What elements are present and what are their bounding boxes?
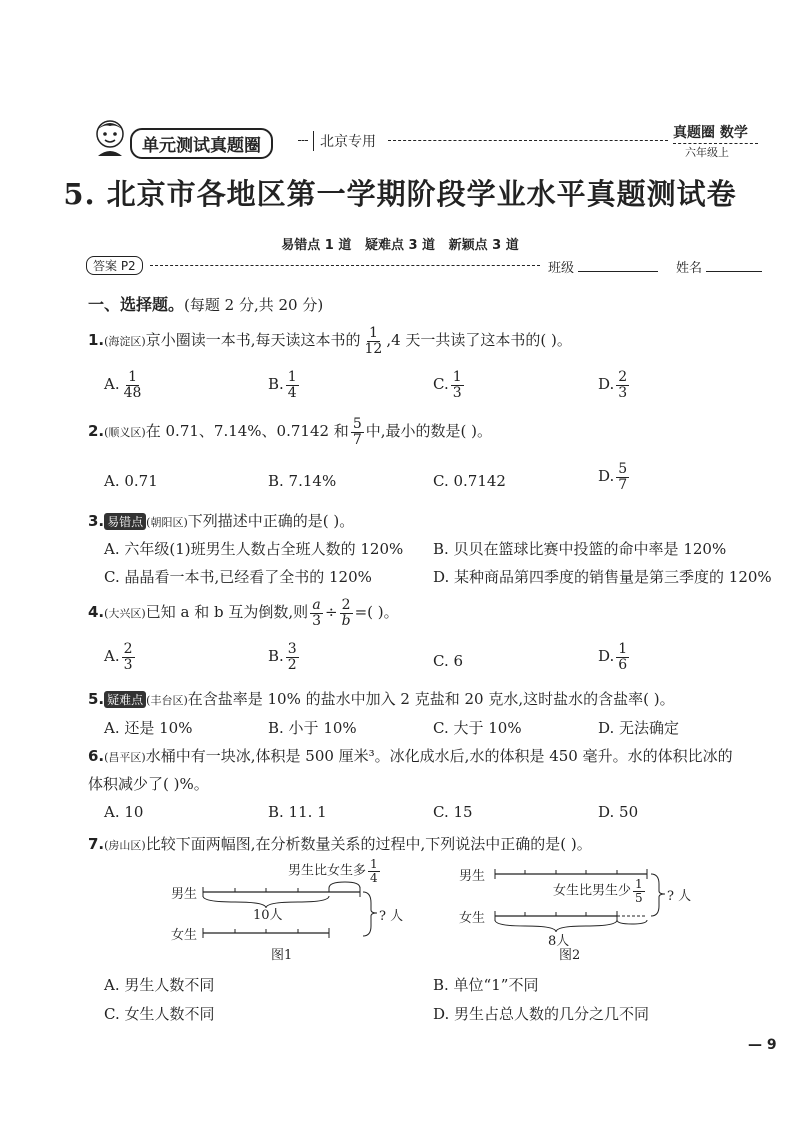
q2-option-b[interactable]: B. 7.14%: [268, 472, 337, 490]
q7-option-a[interactable]: A. 男生人数不同: [104, 976, 215, 994]
q4-option-d[interactable]: D. $\frac{1}{6}$: [598, 641, 628, 673]
question-1: [88, 326, 572, 356]
mascot-icon: [88, 118, 132, 158]
brand-label: 真题圈 数学: [673, 125, 748, 141]
fig2-girl-label: 女生: [459, 911, 486, 926]
fig1-note: 男生比女生多 $\frac{1}{4}$: [288, 857, 378, 885]
q1-district: (海淀区): [104, 335, 146, 349]
fig1-boy-label: 男生: [171, 887, 198, 902]
question-3: 3. 易错点 (朝阳区)下列描述中正确的是( )。: [88, 512, 355, 530]
class-label: 班级: [548, 261, 575, 276]
question-6: 6.(昌平区)水桶中有一块冰,体积是 500 厘米³。冰化成水后,水的体积是 450 毫升。水的体积比冰的: [88, 747, 733, 765]
answer-dash-line: [150, 265, 540, 266]
name-label: 姓名: [676, 261, 703, 276]
fig2-caption: 图2: [559, 948, 581, 963]
fig1-question: ? 人: [379, 909, 404, 924]
q3-option-c[interactable]: C. 晶晶看一本书,已经看了全书的 120%: [104, 568, 372, 586]
fig2-question: ? 人: [667, 889, 692, 904]
question-2: 2.(顺义区)在 0.71、7.14%、0.7142 和 $\frac{5}{7}$ 中,最小的数是( )。: [88, 416, 492, 448]
q3-tag: 易错点: [104, 513, 146, 530]
q4-fraction-a: $\frac{a}{3}$: [312, 597, 322, 629]
fig1-ten-label: 10人: [253, 908, 283, 923]
question-stats: 易错点 1 道 疑难点 3 道 新颖点 3 道: [281, 238, 519, 253]
figure-1: [165, 858, 405, 962]
page-title: 5. 北京市各地区第一学期阶段学业水平真题测试卷: [63, 177, 737, 211]
fig2-note: 女生比男生少 $\frac{1}{5}$: [553, 877, 643, 905]
unit-test-badge: 单元测试真题圈: [130, 128, 273, 159]
q7-option-b[interactable]: B. 单位“1”不同: [433, 976, 539, 994]
fig2-eight-label: 8人: [548, 934, 570, 949]
q4-option-c[interactable]: C. 6: [433, 652, 464, 670]
q5-option-b[interactable]: B. 小于 10%: [268, 719, 357, 737]
q1-option-a[interactable]: A. $\frac{1}{48}$: [104, 369, 142, 401]
question-4: 4.(大兴区)已知 a 和 b 互为倒数,则 $\frac{a}{3}$ ÷ $\frac{2}{b}$ =( )。: [88, 597, 399, 629]
q1-fraction: $\frac{1}{12}$: [364, 325, 383, 357]
question-6-line-2: 体积减少了( )%。: [88, 775, 209, 793]
q6-option-b[interactable]: B. 11. 1: [268, 803, 327, 821]
q6-option-a[interactable]: A. 10: [104, 803, 144, 821]
question-7: 7.(房山区)比较下面两幅图,在分析数量关系的过程中,下列说法中正确的是( )。: [88, 835, 592, 853]
q5-option-d[interactable]: D. 无法确定: [598, 719, 680, 737]
header-dash-line: [298, 140, 308, 141]
section-note: (每题 2 分,共 20 分): [184, 296, 324, 314]
q4-option-a[interactable]: A. $\frac{2}{3}$: [104, 641, 133, 673]
q1-option-b[interactable]: B. $\frac{1}{4}$: [268, 369, 297, 401]
question-5: 5. 疑难点 (丰台区)在含盐率是 10% 的盐水中加入 2 克盐和 20 克水,这时盐水的含盐率( )。: [88, 690, 675, 708]
header-dash-line-right: [388, 140, 668, 141]
q6-option-d[interactable]: D. 50: [598, 803, 639, 821]
fig1-caption: 图1: [271, 948, 293, 963]
header: [88, 118, 758, 158]
q1-text-b: ,4 天一共读了这本书的( )。: [386, 331, 572, 350]
q1-number: 1.: [88, 331, 105, 350]
q2-fraction: $\frac{5}{7}$: [352, 416, 362, 448]
grade-label: 六年级上: [685, 146, 729, 159]
q4-fraction-b: $\frac{2}{b}$: [341, 597, 351, 629]
region-label: 北京专用: [313, 131, 376, 151]
q5-tag: 疑难点: [104, 691, 146, 708]
fig1-girl-label: 女生: [171, 928, 198, 943]
q1-text-a: 京小圈读一本书,每天读这本书的: [145, 331, 361, 350]
section-title: 一、选择题。: [88, 295, 185, 314]
q3-option-b[interactable]: B. 贝贝在篮球比赛中投篮的命中率是 120%: [433, 540, 727, 558]
q5-option-a[interactable]: A. 还是 10%: [104, 719, 193, 737]
q2-option-a[interactable]: A. 0.71: [104, 472, 158, 490]
name-field[interactable]: [706, 271, 762, 272]
q1-option-c[interactable]: C. $\frac{1}{3}$: [433, 369, 462, 401]
q1-option-d[interactable]: D. $\frac{2}{3}$: [598, 369, 628, 401]
q5-option-c[interactable]: C. 大于 10%: [433, 719, 522, 737]
q4-option-b[interactable]: B. $\frac{3}{2}$: [268, 641, 297, 673]
section-heading: [88, 292, 323, 315]
q7-option-d[interactable]: D. 男生占总人数的几分之几不同: [433, 1005, 650, 1023]
q2-option-c[interactable]: C. 0.7142: [433, 472, 506, 490]
figure-2: [455, 858, 705, 962]
q3-option-d[interactable]: D. 某种商品第四季度的销售量是第三季度的 120%: [433, 568, 772, 586]
q3-option-a[interactable]: A. 六年级(1)班男生人数占全班人数的 120%: [104, 540, 404, 558]
page-number: — 9: [748, 1037, 777, 1053]
q2-option-d[interactable]: D. $\frac{5}{7}$: [598, 461, 628, 493]
q6-option-c[interactable]: C. 15: [433, 803, 473, 821]
class-field[interactable]: [578, 271, 658, 272]
fig2-boy-label: 男生: [459, 869, 486, 884]
q7-option-c[interactable]: C. 女生人数不同: [104, 1005, 215, 1023]
answer-ref: 答案 P2: [86, 256, 143, 275]
